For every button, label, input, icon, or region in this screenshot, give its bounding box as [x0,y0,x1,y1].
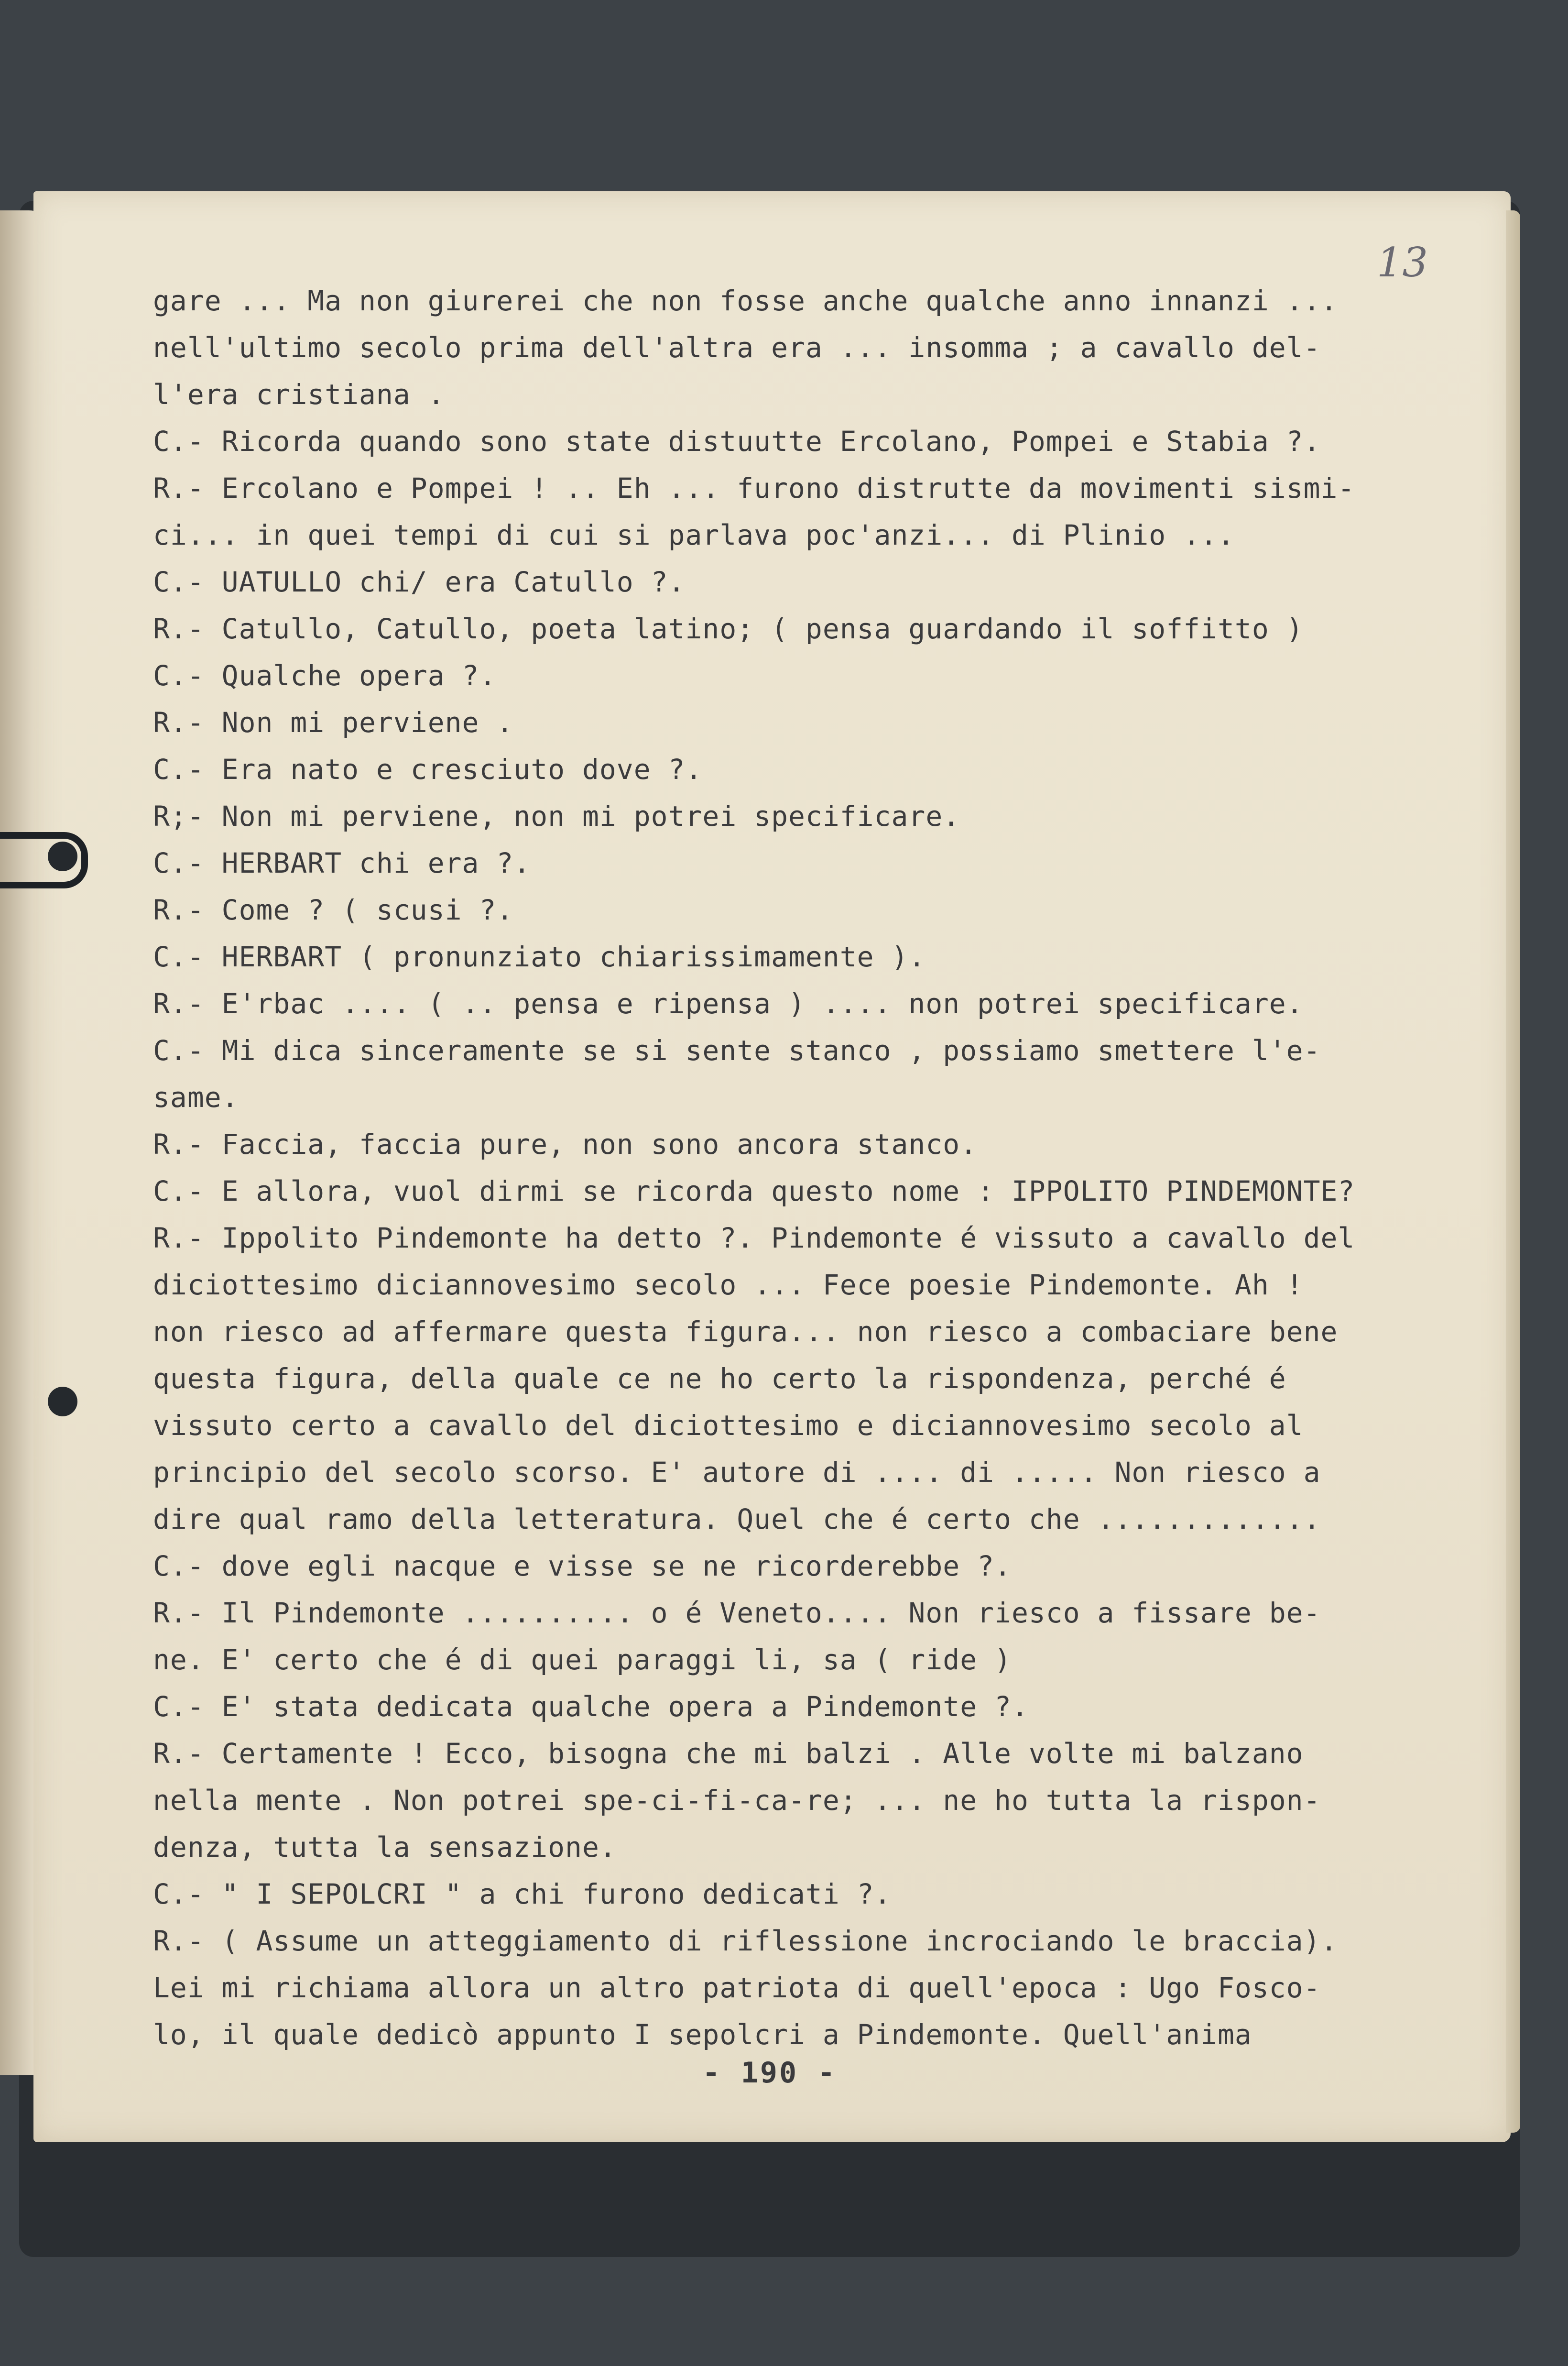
text-line: diciottesimo diciannovesimo secolo ... Fece poesie Pindemonte. Ah ! [153,1269,1304,1301]
text-line: C.- " I SEPOLCRI " a chi furono dedicati ?. [153,1878,892,1910]
text-line: R.- ( Assume un atteggiamento di riflessione incrociando le braccia). [153,1925,1338,1957]
punch-hole-bottom [48,1387,77,1416]
handwritten-page-number: 13 [1377,239,1428,286]
typewritten-transcript [153,277,1358,2058]
text-line: C.- HERBART chi era ?. [153,847,531,879]
text-line: dire qual ramo della letteratura. Quel che é certo che ............. [153,1503,1321,1535]
text-line: l'era cristiana . [153,378,445,411]
text-line: R.- Certamente ! Ecco, bisogna che mi balzi . Alle volte mi balzano [153,1737,1304,1770]
text-line: ci... in quei tempi di cui si parlava poc'anzi... di Plinio ... [153,519,1235,551]
punch-hole-top [48,842,77,871]
text-line: C.- Qualche opera ?. [153,659,497,692]
text-line: vissuto certo a cavallo del diciottesimo e diciannovesimo secolo al [153,1409,1304,1442]
footer-page-number: - 190 - [702,2056,837,2090]
text-line: C.- Era nato e cresciuto dove ?. [153,753,703,786]
text-line: R.- Il Pindemonte .......... o é Veneto.... Non riesco a fissare be- [153,1597,1321,1629]
text-line: C.- Ricorda quando sono state distuutte Ercolano, Pompei e Stabia ?. [153,425,1321,458]
text-line: C.- dove egli nacque e visse se ne ricorderebbe ?. [153,1550,1012,1582]
text-line: C.- Mi dica sinceramente se si sente stanco , possiamo smettere l'e- [153,1034,1321,1067]
text-line: principio del secolo scorso. E' autore di .... di ..... Non riesco a [153,1456,1321,1489]
text-line: R.- Come ? ( scusi ?. [153,894,514,926]
text-line: C.- E allora, vuol dirmi se ricorda questo nome : IPPOLITO PINDEMONTE? [153,1175,1355,1207]
text-line: ne. E' certo che é di quei paraggi li, sa ( ride ) [153,1643,1012,1676]
text-line: R.- Faccia, faccia pure, non sono ancora stanco. [153,1128,978,1161]
page-stack-edge [1506,210,1520,2133]
text-line: denza, tutta la sensazione. [153,1831,617,1863]
text-line: same. [153,1081,239,1114]
text-line: R.- Catullo, Catullo, poeta latino; ( pensa guardando il soffitto ) [153,613,1304,645]
text-line: R.- Ercolano e Pompei ! .. Eh ... furono distrutte da movimenti sismi- [153,472,1355,504]
text-line: C.- HERBART ( pronunziato chiarissimamente ). [153,941,926,973]
text-line: R.- E'rbac .... ( .. pensa e ripensa ) .... non potrei specificare. [153,987,1304,1020]
text-line: lo, il quale dedicò appunto I sepolcri a Pindemonte. Quell'anima [153,2018,1252,2051]
text-line: R;- Non mi perviene, non mi potrei specificare. [153,800,960,832]
text-line: C.- E' stata dedicata qualche opera a Pindemonte ?. [153,1690,1029,1723]
text-line: gare ... Ma non giurerei che non fosse anche qualche anno innanzi ... [153,285,1338,317]
text-line: R.- Ippolito Pindemonte ha detto ?. Pindemonte é vissuto a cavallo del [153,1222,1355,1254]
text-line: non riesco ad affermare questa figura... non riesco a combaciare bene [153,1315,1338,1348]
text-line: nella mente . Non potrei spe-ci-fi-ca-re; ... ne ho tutta la rispon- [153,1784,1321,1817]
text-line: C.- UATULLO chi/ era Catullo ?. [153,566,686,598]
text-line: nell'ultimo secolo prima dell'altra era ... insomma ; a cavallo del- [153,331,1321,364]
text-line: questa figura, della quale ce ne ho certo la rispondenza, perché é [153,1362,1286,1395]
text-line: R.- Non mi perviene . [153,706,514,739]
text-line: Lei mi richiama allora un altro patriota di quell'epoca : Ugo Fosco- [153,1972,1321,2004]
